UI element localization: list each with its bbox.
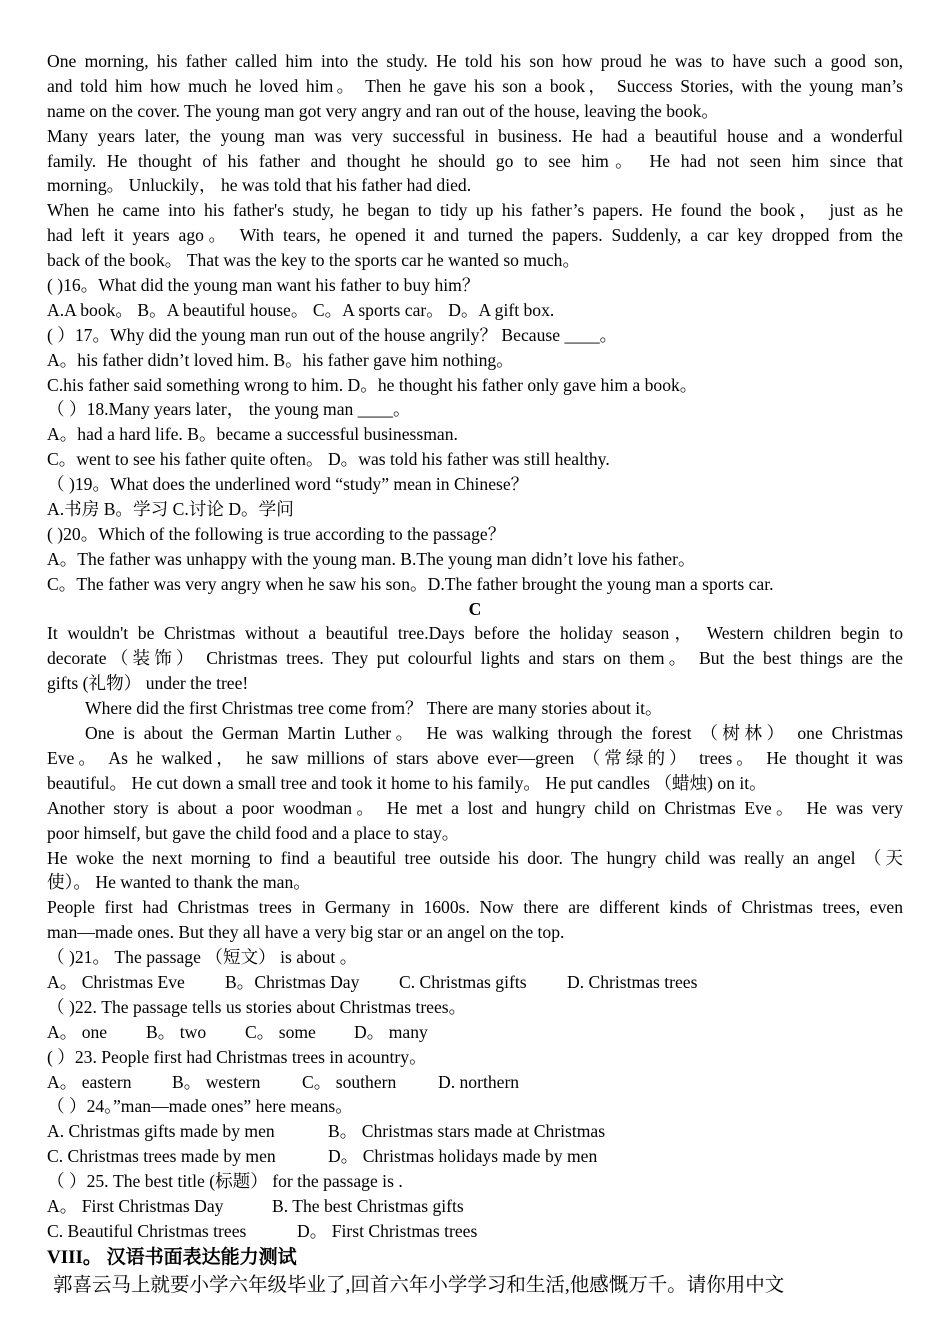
passage-line: family. He thought of his father and thought he should go to see him。 He had not seen him since that [47,150,903,171]
option-c: C。 southern [302,1071,397,1092]
question-20-options: A。The father was unhappy with the young man. B.The young man didn’t love his father。 [47,548,696,569]
question-23-stem: ( ）23. People first had Christmas trees in acountry。 [47,1046,427,1067]
passage-line: He woke the next morning to find a beautiful tree outside his door. The hungry child was really an angel （天 [47,847,903,868]
question-17-stem: ( ）17。Why did the young man run out of the house angrily？ Because ____。 [47,324,618,345]
passage-line: One is about the German Martin Luther。 He was walking through the forest （树林） one Christmas [85,723,903,744]
question-22-stem: （ )22. The passage tells us stories about Christmas trees。 [47,996,467,1017]
question-17-options: C.his father said something wrong to him. D。he thought his father only gave him a book。 [47,374,698,395]
question-20-stem: ( )20。Which of the following is true according to the passage？ [47,523,506,544]
question-16-stem: ( )16。What did the young man want his father to buy him？ [47,275,480,296]
passage-line: One morning, his father called him into the study. He told his son how proud he was to have such a good son, [47,51,903,71]
document-page [47,49,903,1301]
question-25-options [47,1219,903,1244]
question-17-options: A。his father didn’t loved him. B。his father gave him nothing。 [47,349,514,370]
question-23-options [47,1070,903,1095]
passage-line: man—made ones. But they all have a very big star or an angel on the top. [47,922,565,943]
passage-line: When he came into his father's study, he began to tidy up his father’s papers. He found the book， just as he [47,200,903,221]
option-c: C。A sports car。 [312,299,449,320]
section-viii-heading: VIII。 汉语书面表达能力测试 [47,1246,297,1268]
question-25-options [47,1194,903,1219]
option-b: B。 two [146,1021,207,1042]
question-21-options [47,970,903,995]
option-b: B。 western [172,1071,261,1092]
question-16-options [47,298,903,323]
option-c: C. Christmas gifts [399,971,527,992]
question-24-options [47,1144,903,1169]
section-c-title: C [468,598,482,619]
passage-b [47,49,903,273]
option-d: D. Christmas trees [567,971,698,992]
question-21-stem: （ )21。 The passage （短文） is about 。 [47,947,358,968]
option-d: D。 many [354,1021,428,1042]
option-c: C. Christmas trees made by men [47,1146,276,1167]
option-c: C. Beautiful Christmas trees [47,1220,247,1241]
option-a: A。 Christmas Eve [47,971,185,992]
question-19-options: A.书房 B。学习 C.讨论 D。学问 [47,499,294,520]
option-b: B。A beautiful house。 [137,299,313,320]
question-22-options [47,1020,903,1045]
passage-line: Another story is about a poor woodman。 He met a lost and hungry child on Christmas Eve。 He was very [47,797,903,818]
questions-b [47,273,903,597]
option-d: D。 Christmas holidays made by men [328,1146,598,1167]
passage-line: 使）。 He wanted to thank the man。 [47,872,311,893]
passage-line: poor himself, but gave the child food and a place to stay。 [47,822,460,843]
question-20-options: C。The father was very angry when he saw his son。D.The father brought the young man a sports car. [47,573,774,594]
passage-line: had left it years ago。 With tears, he opened it and turned the papers. Suddenly, a car key dropped from the [47,225,903,246]
question-24-stem: （ ）24。”man—made ones” here means。 [47,1096,353,1117]
passage-line: gifts (礼物） under the tree! [47,673,249,694]
section-viii-prompt: 郭喜云马上就要小学六年级毕业了,回首六年小学学习和生活,他感慨万千。请你用中文 [53,1274,785,1296]
question-18-options: A。had a hard life. B。became a successful businessman. [47,424,458,445]
option-b: B。 Christmas stars made at Christmas [328,1121,606,1142]
passage-line: morning。 Unluckily， he was told that his father had died. [47,175,472,196]
option-c: C。 some [245,1021,316,1042]
option-b: B。Christmas Day [225,971,360,992]
question-18-options: C。went to see his father quite often。 D。was told his father was still healthy. [47,449,610,470]
passage-line: and told him how much he loved him。 Then he gave his son a book， Success Stories, with the young man’s [47,75,903,96]
question-24-options [47,1119,903,1144]
option-a: A. Christmas gifts made by men [47,1121,275,1142]
passage-line: Many years later, the young man was very successful in business. He had a beautiful house and a wonderful [47,125,903,146]
option-d: D。 First Christmas trees [297,1220,478,1241]
option-a: A。 First Christmas Day [47,1195,224,1216]
passage-line: beautiful。 He cut down a small tree and took it home to his family。 He put candles （蜡烛) on it。 [47,772,767,793]
question-19-stem: （ )19。What does the underlined word “study” mean in Chinese？ [47,474,529,495]
passage-line: name on the cover. The young man got very angry and ran out of the house, leaving the book。 [47,100,719,121]
option-d: D。A gift box. [448,299,555,320]
passage-line: Where did the first Christmas tree come from？ There are many stories about it。 [85,698,663,719]
question-25-stem: （ ）25. The best title (标题） for the passage is . [47,1171,403,1192]
passage-line: decorate（装饰） Christmas trees. They put colourful lights and stars on them。 But the best things are the [47,648,903,669]
option-a: A。 one [47,1021,108,1042]
option-b: B. The best Christmas gifts [272,1195,464,1216]
option-a: A。 eastern [47,1071,132,1092]
questions-c [47,945,903,1244]
question-18-stem: （ ）18.Many years later， the young man ____。 [47,399,411,420]
passage-line: It wouldn't be Christmas without a beautiful tree.Days before the holiday season， Western children begin to [47,623,903,644]
passage-c [47,621,903,945]
passage-line: People first had Christmas trees in Germany in 1600s. Now there are different kinds of Christmas trees, even [47,897,903,918]
option-d: D. northern [438,1071,520,1092]
passage-line: Eve。 As he walked， he saw millions of stars above ever—green （常绿的） trees。 He thought it was [47,747,903,768]
passage-line: back of the book。 That was the key to the sports car he wanted so much。 [47,250,581,271]
option-a: A.A book。 [47,299,138,320]
